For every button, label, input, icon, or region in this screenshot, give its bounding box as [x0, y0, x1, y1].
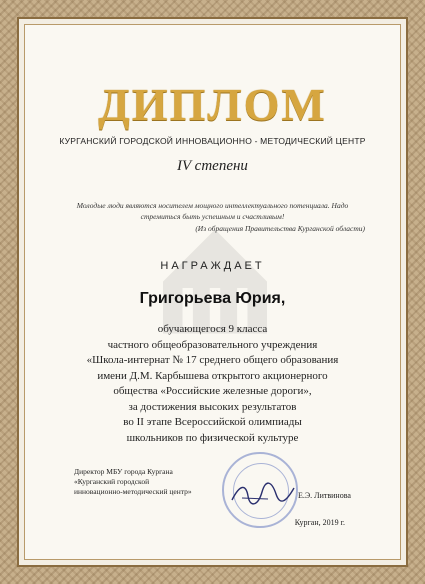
- award-description: [40, 322, 385, 446]
- place-and-date: Курган, 2019 г.: [294, 518, 345, 527]
- epigraph-text: Молодые люди являются носителем мощного интеллектуального потенциала. Надо стремиться быть успешным и счастливым!: [76, 201, 349, 221]
- signer-title-line: Директор МБУ города Кургана: [74, 467, 173, 476]
- description-line: общества «Российские железные дороги»,: [113, 385, 312, 397]
- diploma-title: ДИПЛОМ: [98, 79, 327, 130]
- description-line: обучающегося 9 класса: [157, 323, 268, 335]
- awards-label: НАГРАЖДАЕТ: [160, 260, 265, 272]
- description-line: имени Д.М. Карбышева открытого акционерного: [97, 369, 328, 382]
- signer-title-line: инновационно-методический центр»: [74, 487, 192, 496]
- organization-name: КУРГАНСКИЙ ГОРОДСКОЙ ИННОВАЦИОННО - МЕТОДИЧЕСКИЙ ЦЕНТР: [59, 136, 366, 146]
- description-line: частного общеобразовательного учреждения: [107, 338, 318, 351]
- degree-level: IV степени: [177, 158, 248, 174]
- recipient-name: Григорьева Юрия,: [139, 290, 286, 307]
- signer-title: [74, 467, 224, 497]
- description-line: за достижения высоких результатов: [128, 400, 297, 413]
- description-line: школьников по физической культуре: [126, 431, 299, 444]
- handwritten-signature: [228, 478, 298, 508]
- signer-title-line: «Курганский городской: [74, 477, 150, 486]
- epigraph-source: (Из обращения Правительства Курганской области): [195, 224, 365, 233]
- description-line: «Школа-интернат № 17 среднего общего образования: [86, 354, 339, 366]
- description-line: во II этапе Всероссийской олимпиады: [123, 416, 302, 428]
- signer-name: Е.Э. Литвинова: [298, 491, 351, 500]
